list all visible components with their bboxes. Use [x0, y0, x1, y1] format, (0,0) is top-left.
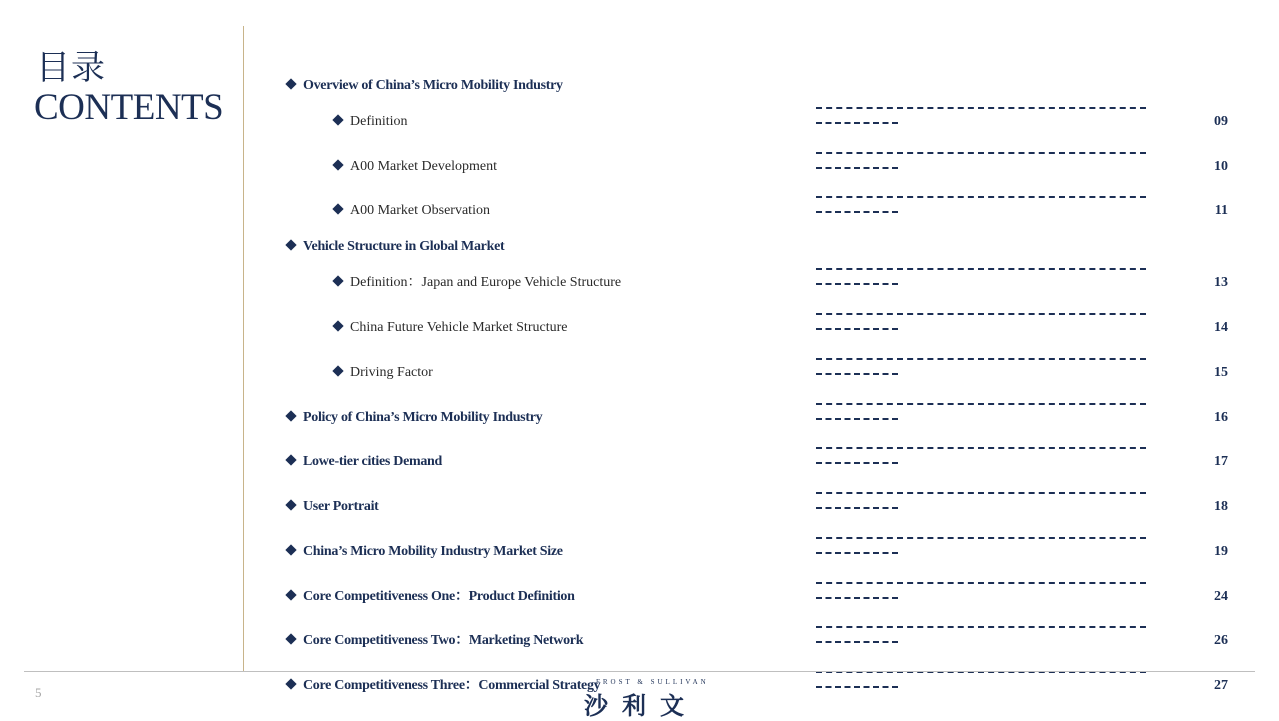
toc-page-number: 10: [1214, 159, 1228, 174]
diamond-bullet-icon: [332, 114, 343, 125]
dotted-leader: [816, 438, 1146, 468]
logo-text-english: FROST & SULLIVAN: [596, 678, 709, 686]
toc-entry-label: Core Competitiveness Two：Marketing Network: [287, 632, 583, 650]
logo-text-chinese: 沙利文: [584, 692, 698, 720]
toc-entry-label: A00 Market Development: [334, 158, 497, 176]
diamond-bullet-icon: [332, 159, 343, 170]
toc-entry-label: Core Competitiveness One：Product Definition: [287, 588, 575, 606]
toc-page-number: 18: [1214, 499, 1228, 514]
toc-entry-label: A00 Market Observation: [334, 202, 490, 220]
diamond-bullet-icon: [332, 320, 343, 331]
toc-entry[interactable]: [0, 319, 1279, 349]
toc-page-number: 11: [1214, 203, 1228, 218]
dotted-leader: [816, 662, 1146, 692]
dotted-leader: [816, 617, 1146, 647]
toc-entry[interactable]: [0, 158, 1279, 188]
toc-page-number: 27: [1214, 678, 1228, 693]
dotted-leader: [816, 98, 1146, 128]
toc-entry[interactable]: [0, 453, 1279, 483]
toc-page-number: 09: [1214, 114, 1228, 129]
diamond-bullet-icon: [285, 589, 296, 600]
frost-sullivan-logo: [584, 678, 714, 718]
toc-page-number: 14: [1214, 320, 1228, 335]
toc-entry[interactable]: [0, 113, 1279, 143]
diamond-bullet-icon: [332, 203, 343, 214]
toc-entry[interactable]: [0, 632, 1279, 662]
toc-entry[interactable]: [0, 364, 1279, 394]
dotted-leader: [816, 573, 1146, 603]
diamond-bullet-icon: [285, 410, 296, 421]
diamond-bullet-icon: [285, 78, 296, 89]
diamond-bullet-icon: [285, 454, 296, 465]
dotted-leader: [816, 483, 1146, 513]
toc-entry[interactable]: [0, 202, 1279, 232]
toc-entry-label: Overview of China’s Micro Mobility Industry: [287, 77, 563, 95]
title-english: CONTENTS: [34, 87, 224, 128]
slide-page-number: 5: [35, 685, 42, 700]
toc-page-number: 19: [1214, 544, 1228, 559]
diamond-bullet-icon: [285, 544, 296, 555]
toc-entry-label: Definition：Japan and Europe Vehicle Structure: [334, 274, 621, 292]
diamond-bullet-icon: [285, 499, 296, 510]
toc-entry-label: China’s Micro Mobility Industry Market Size: [287, 543, 563, 561]
toc-entry-label: User Portrait: [287, 498, 379, 516]
toc-page-number: 17: [1214, 454, 1228, 469]
toc-entry-label: Core Competitiveness Three：Commercial Strategy: [287, 677, 600, 695]
dotted-leader: [816, 304, 1146, 334]
toc-entry-label: Lowe-tier cities Demand: [287, 453, 442, 471]
toc-entry-label: Driving Factor: [334, 364, 433, 382]
diamond-bullet-icon: [285, 633, 296, 644]
toc-page-number: 24: [1214, 589, 1228, 604]
toc-page-number: 15: [1214, 365, 1228, 380]
dotted-leader: [816, 143, 1146, 173]
toc-page-number: 13: [1214, 275, 1228, 290]
dotted-leader: [816, 259, 1146, 289]
diamond-bullet-icon: [332, 365, 343, 376]
toc-entry-label: Definition: [334, 113, 408, 131]
dotted-leader: [816, 528, 1146, 558]
title-chinese: 目录: [36, 48, 106, 88]
toc-page-number: 26: [1214, 633, 1228, 648]
toc-entry[interactable]: [0, 498, 1279, 528]
toc-entry-label: Policy of China’s Micro Mobility Industry: [287, 409, 542, 427]
toc-page-number: 16: [1214, 410, 1228, 425]
dotted-leader: [816, 349, 1146, 379]
dotted-leader: [816, 187, 1146, 217]
toc-entry-label: China Future Vehicle Market Structure: [334, 319, 567, 337]
diamond-bullet-icon: [285, 678, 296, 689]
diamond-bullet-icon: [332, 275, 343, 286]
diamond-bullet-icon: [285, 239, 296, 250]
toc-entry-label: Vehicle Structure in Global Market: [287, 238, 504, 256]
toc-entry[interactable]: [0, 588, 1279, 618]
toc-entry[interactable]: [0, 274, 1279, 304]
toc-entry[interactable]: [0, 409, 1279, 439]
toc-entry[interactable]: [0, 543, 1279, 573]
dotted-leader: [816, 394, 1146, 424]
footer-divider: [24, 671, 1255, 672]
